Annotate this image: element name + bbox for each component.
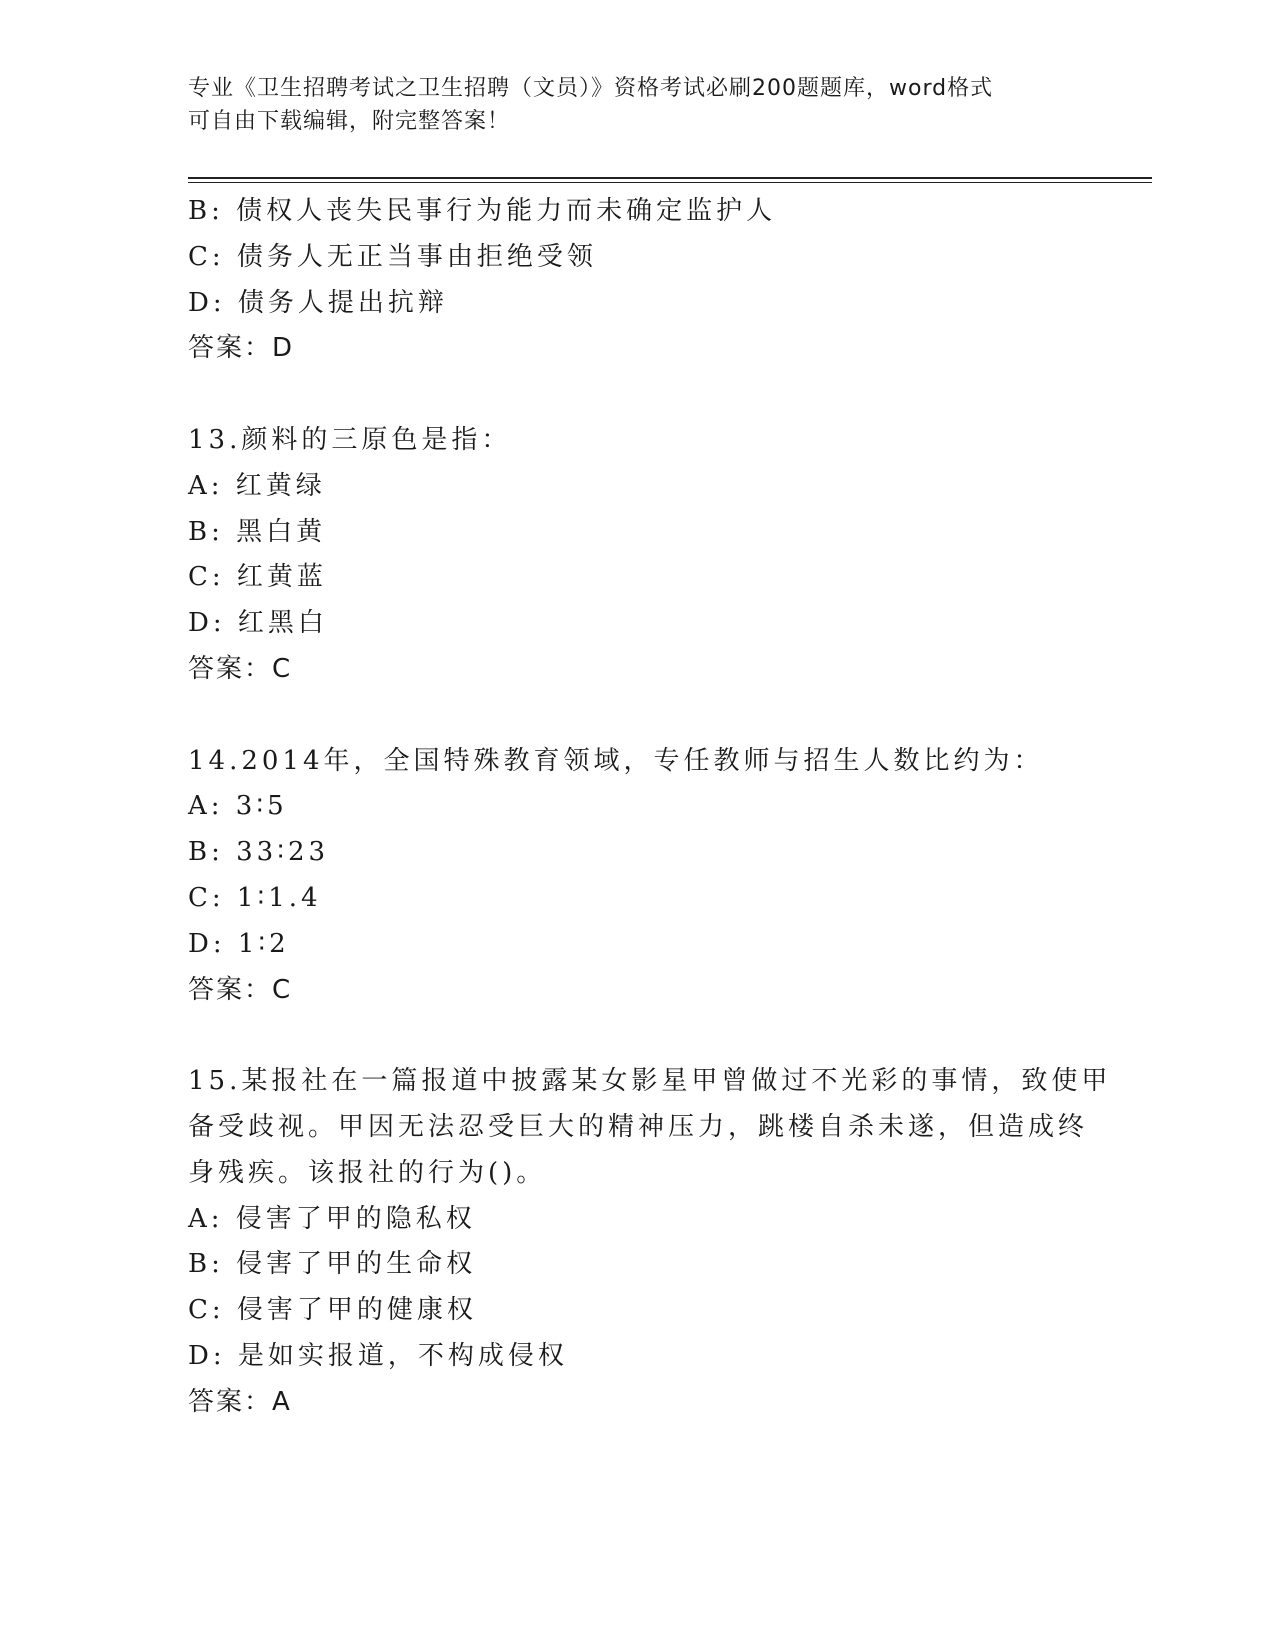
spacer: [188, 693, 1088, 739]
spacer: [188, 372, 1088, 418]
answer: 答案：C: [188, 974, 293, 1005]
option-c: C: 1∶1.4: [188, 882, 322, 913]
option-d: D: 1∶2: [188, 928, 290, 959]
option-a: A: 红黄绿: [188, 470, 326, 501]
option-b: B: 侵害了甲的生命权: [188, 1249, 477, 1280]
question-stem: 13.颜料的三原色是指：: [188, 424, 512, 455]
option-c: C: 债务人无正当事由拒绝受领: [188, 241, 597, 272]
header-line-2: 可自由下载编辑，附完整答案！: [188, 109, 511, 134]
question-stem: 14.2014年，全国特殊教育领域，专任教师与招生人数比约为：: [188, 745, 1044, 776]
document-header: [188, 72, 1088, 138]
question-stem-line-3: 身残疾。该报社的行为()。: [188, 1157, 547, 1188]
header-line-1: 专业《卫生招聘考试之卫生招聘（文员）》资格考试必刷200题题库，word格式: [188, 76, 994, 101]
spacer: [188, 1013, 1088, 1059]
question-stem-line-1: 15.某报社在一篇报道中披露某女影星甲曾做过不光彩的事情，致使甲: [188, 1066, 1112, 1097]
header-divider: [188, 177, 1152, 179]
option-b: B: 黑白黄: [188, 516, 327, 547]
question-14: [188, 739, 1088, 1014]
option-d: D: 债务人提出抗辩: [188, 287, 448, 318]
option-d: D: 红黑白: [188, 608, 328, 639]
answer: 答案：A: [188, 1386, 292, 1417]
option-b: B: 33∶23: [188, 837, 330, 868]
question-stem-line-2: 备受歧视。甲因无法忍受巨大的精神压力，跳楼自杀未遂，但造成终: [188, 1111, 1089, 1142]
option-c: C: 侵害了甲的健康权: [188, 1295, 477, 1326]
answer: 答案：C: [188, 653, 293, 684]
option-d: D: 是如实报道，不构成侵权: [188, 1340, 568, 1371]
question-15: [188, 1059, 1112, 1425]
header-divider-thin: [188, 182, 1152, 183]
option-c: C: 红黄蓝: [188, 562, 327, 593]
option-a: A: 侵害了甲的隐私权: [188, 1203, 476, 1234]
answer: 答案：D: [188, 333, 295, 364]
question-list: [188, 189, 1112, 1426]
option-a: A: 3∶5: [188, 791, 288, 822]
question-13: [188, 418, 1088, 693]
option-b: B: 债权人丧失民事行为能力而未确定监护人: [188, 196, 777, 226]
question-12-partial: [188, 189, 1088, 372]
